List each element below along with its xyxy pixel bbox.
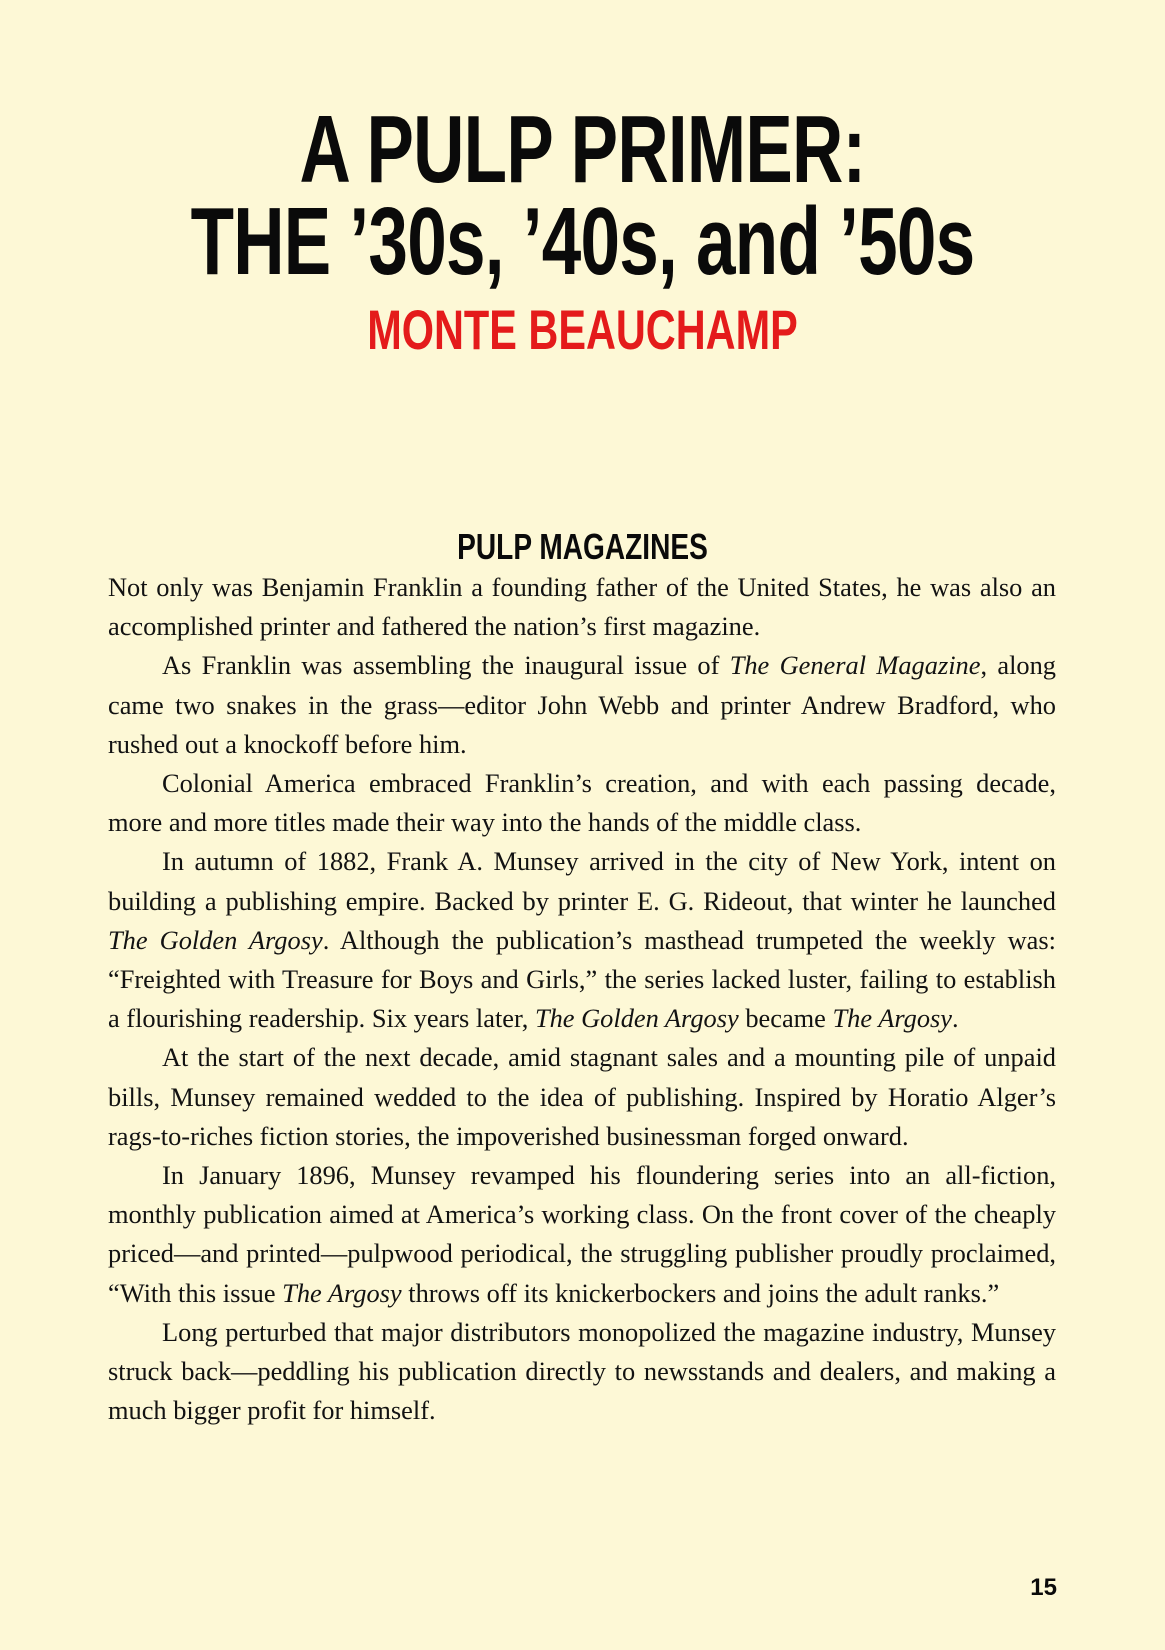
text-run: Not only was Benjamin Franklin a founding father of the United States, he was also an accomplished printer and fathered the nation’s first magazine. [108, 572, 1056, 642]
text-run: In autumn of 1882, Frank A. Munsey arrived in the city of New York, intent on building a publishing empire. Backed by printer E. G. Rideout, that winter he launched [108, 846, 1056, 916]
italic-title: The Golden Argosy [534, 1003, 739, 1034]
paragraph [108, 1038, 1056, 1156]
paragraph [108, 568, 1056, 646]
italic-title: The Argosy [832, 1003, 952, 1034]
text-run: Colonial America embraced Franklin’s creation, and with each passing decade, more and more titles made their way into the hands of the middle class. [108, 768, 1056, 838]
text-run: , along came two snakes in the grass—editor John Webb and printer Andrew Bradford, who rushed out a knockoff before him. [108, 650, 1056, 759]
text-run: As Franklin was assembling the inaugural issue of [162, 650, 730, 681]
text-run: became [738, 1003, 833, 1034]
italic-title: The General Magazine [729, 650, 981, 681]
paragraph [108, 646, 1056, 764]
author-name: MONTE BEAUCHAMP [367, 298, 798, 361]
body-text [108, 568, 1056, 1430]
paragraph [108, 764, 1056, 842]
section-heading: PULP MAGAZINES [457, 526, 708, 567]
text-run: At the start of the next decade, amid stagnant sales and a mounting pile of unpaid bills, Munsey remained wedded to the idea of publishing. Inspired by Horatio Alger’s rags-to-riches fiction stories, the impoverished businessman forged onward. [108, 1042, 1056, 1151]
page-number: 15 [1030, 1574, 1057, 1601]
text-run: . [952, 1003, 959, 1034]
italic-title: The Argosy [282, 1277, 402, 1308]
page-title-line-1: A PULP PRIMER: [299, 96, 866, 203]
text-run: In January 1896, Munsey revamped his floundering series into an all-fiction, monthly publication aimed at America’s working class. On the front cover of the cheaply priced—and printed—pulpwood periodical, the struggling publisher proudly proclaimed, “With this issue [108, 1160, 1056, 1308]
text-run: throws off its knickerbockers and joins the adult ranks.” [401, 1277, 1000, 1308]
paragraph [108, 1156, 1056, 1313]
italic-title: The Golden Argosy [108, 924, 323, 955]
text-run: Long perturbed that major distributors monopolized the magazine industry, Munsey struck back—peddling his publication directly to newsstands and dealers, and making a much bigger profit for himself. [108, 1316, 1056, 1426]
text-run: . Although the publication’s masthead trumpeted the weekly was: “Freighted with Treasure for Boys and Girls,” the series lacked luster, failing to establish a flourishing readership. Six years later, [108, 924, 1056, 1034]
paragraph [108, 842, 1056, 1038]
paragraph [108, 1313, 1056, 1431]
page-title-line-2: THE ’30s, ’40s, and ’50s [190, 188, 975, 295]
